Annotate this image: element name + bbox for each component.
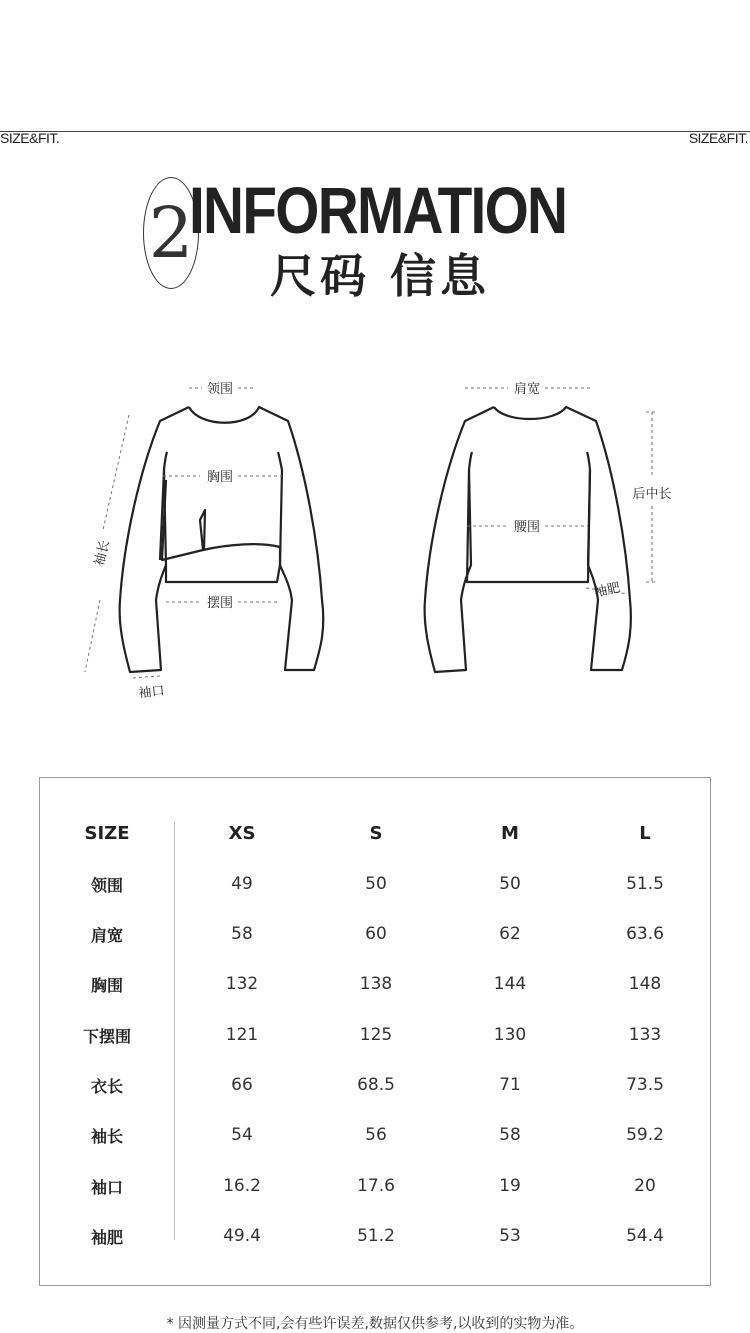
- cell-xs: 49: [231, 874, 253, 894]
- row-label: 下摆围: [82, 1026, 131, 1046]
- cell-xs: 66: [231, 1075, 253, 1095]
- row-label: 肩宽: [90, 925, 123, 945]
- cell-l: 20: [634, 1176, 656, 1196]
- table-row-length: [40, 1070, 712, 1100]
- cell-l: 54.4: [626, 1226, 664, 1246]
- header-l: L: [639, 822, 651, 844]
- cell-l: 133: [628, 1025, 662, 1045]
- row-label: 胸围: [90, 975, 123, 995]
- label-shoulder: 肩宽: [513, 382, 541, 397]
- table-header-row: [40, 818, 712, 848]
- cell-m: 58: [499, 1125, 521, 1145]
- cell-xs: 49.4: [223, 1226, 261, 1246]
- title-chinese: 尺码 信息: [270, 249, 491, 303]
- cell-xs: 132: [225, 974, 259, 994]
- cell-xs: 16.2: [223, 1176, 261, 1196]
- header-xs: XS: [228, 822, 256, 844]
- measurement-footnote: * 因测量方式不同,会有些许误差,数据仅供参考,以收到的实物为准。: [166, 1316, 584, 1332]
- size-fit-tag-left: SIZE&FIT.: [0, 130, 60, 146]
- label-hem: 摆围: [206, 596, 234, 611]
- label-back-length: 后中长: [632, 487, 672, 502]
- header-rule: [0, 131, 750, 132]
- cell-s: 56: [365, 1125, 387, 1145]
- label-chest: 胸围: [206, 470, 234, 485]
- cell-l: 51.5: [626, 874, 664, 894]
- table-row-hem: [40, 1020, 712, 1050]
- label-sleeve-length: 袖长: [92, 538, 114, 568]
- cell-m: 62: [499, 924, 521, 944]
- cell-l: 73.5: [626, 1075, 664, 1095]
- front-sweater-illustration: [120, 407, 324, 672]
- cell-m: 144: [493, 974, 527, 994]
- table-row-shoulder: [40, 919, 712, 949]
- label-waist: 腰围: [513, 520, 541, 535]
- row-label: 袖口: [90, 1177, 123, 1197]
- cell-m: 19: [499, 1176, 521, 1196]
- cell-m: 71: [499, 1075, 521, 1095]
- cell-s: 68.5: [357, 1075, 395, 1095]
- cell-m: 130: [493, 1025, 527, 1045]
- table-row-upper-arm: [40, 1221, 712, 1251]
- table-row-cuff: [40, 1171, 712, 1201]
- cell-l: 59.2: [626, 1125, 664, 1145]
- measurement-lines: [85, 388, 658, 678]
- header-s: S: [369, 822, 383, 844]
- row-label: 领围: [90, 875, 123, 895]
- table-row-sleeve-length: [40, 1120, 712, 1150]
- row-label: 袖长: [90, 1126, 123, 1146]
- section-number: 2: [148, 192, 194, 274]
- title-english: INFORMATION: [189, 173, 567, 247]
- header-size: SIZE: [84, 822, 130, 844]
- cell-xs: 54: [231, 1125, 253, 1145]
- label-neck: 领围: [206, 382, 234, 397]
- cell-xs: 58: [231, 924, 253, 944]
- back-sweater-illustration: [425, 407, 631, 672]
- header-m: M: [501, 822, 519, 844]
- size-fit-tag-right: SIZE&FIT.: [688, 130, 748, 146]
- cell-s: 17.6: [357, 1176, 395, 1196]
- size-table: [39, 777, 711, 1286]
- cell-s: 138: [359, 974, 393, 994]
- label-upper-arm: 袖肥: [592, 580, 622, 601]
- label-cuff: 袖口: [137, 683, 166, 702]
- cell-m: 53: [499, 1226, 521, 1246]
- cell-l: 63.6: [626, 924, 664, 944]
- cell-s: 60: [365, 924, 387, 944]
- cell-s: 51.2: [357, 1226, 395, 1246]
- row-label: 袖肥: [90, 1227, 123, 1247]
- cell-s: 125: [359, 1025, 393, 1045]
- cell-xs: 121: [225, 1025, 259, 1045]
- measurement-diagram: [0, 360, 750, 720]
- cell-s: 50: [365, 874, 387, 894]
- cell-m: 50: [499, 874, 521, 894]
- cell-l: 148: [628, 974, 662, 994]
- row-label: 衣长: [90, 1076, 123, 1096]
- table-row-neck: [40, 869, 712, 899]
- table-row-chest: [40, 969, 712, 999]
